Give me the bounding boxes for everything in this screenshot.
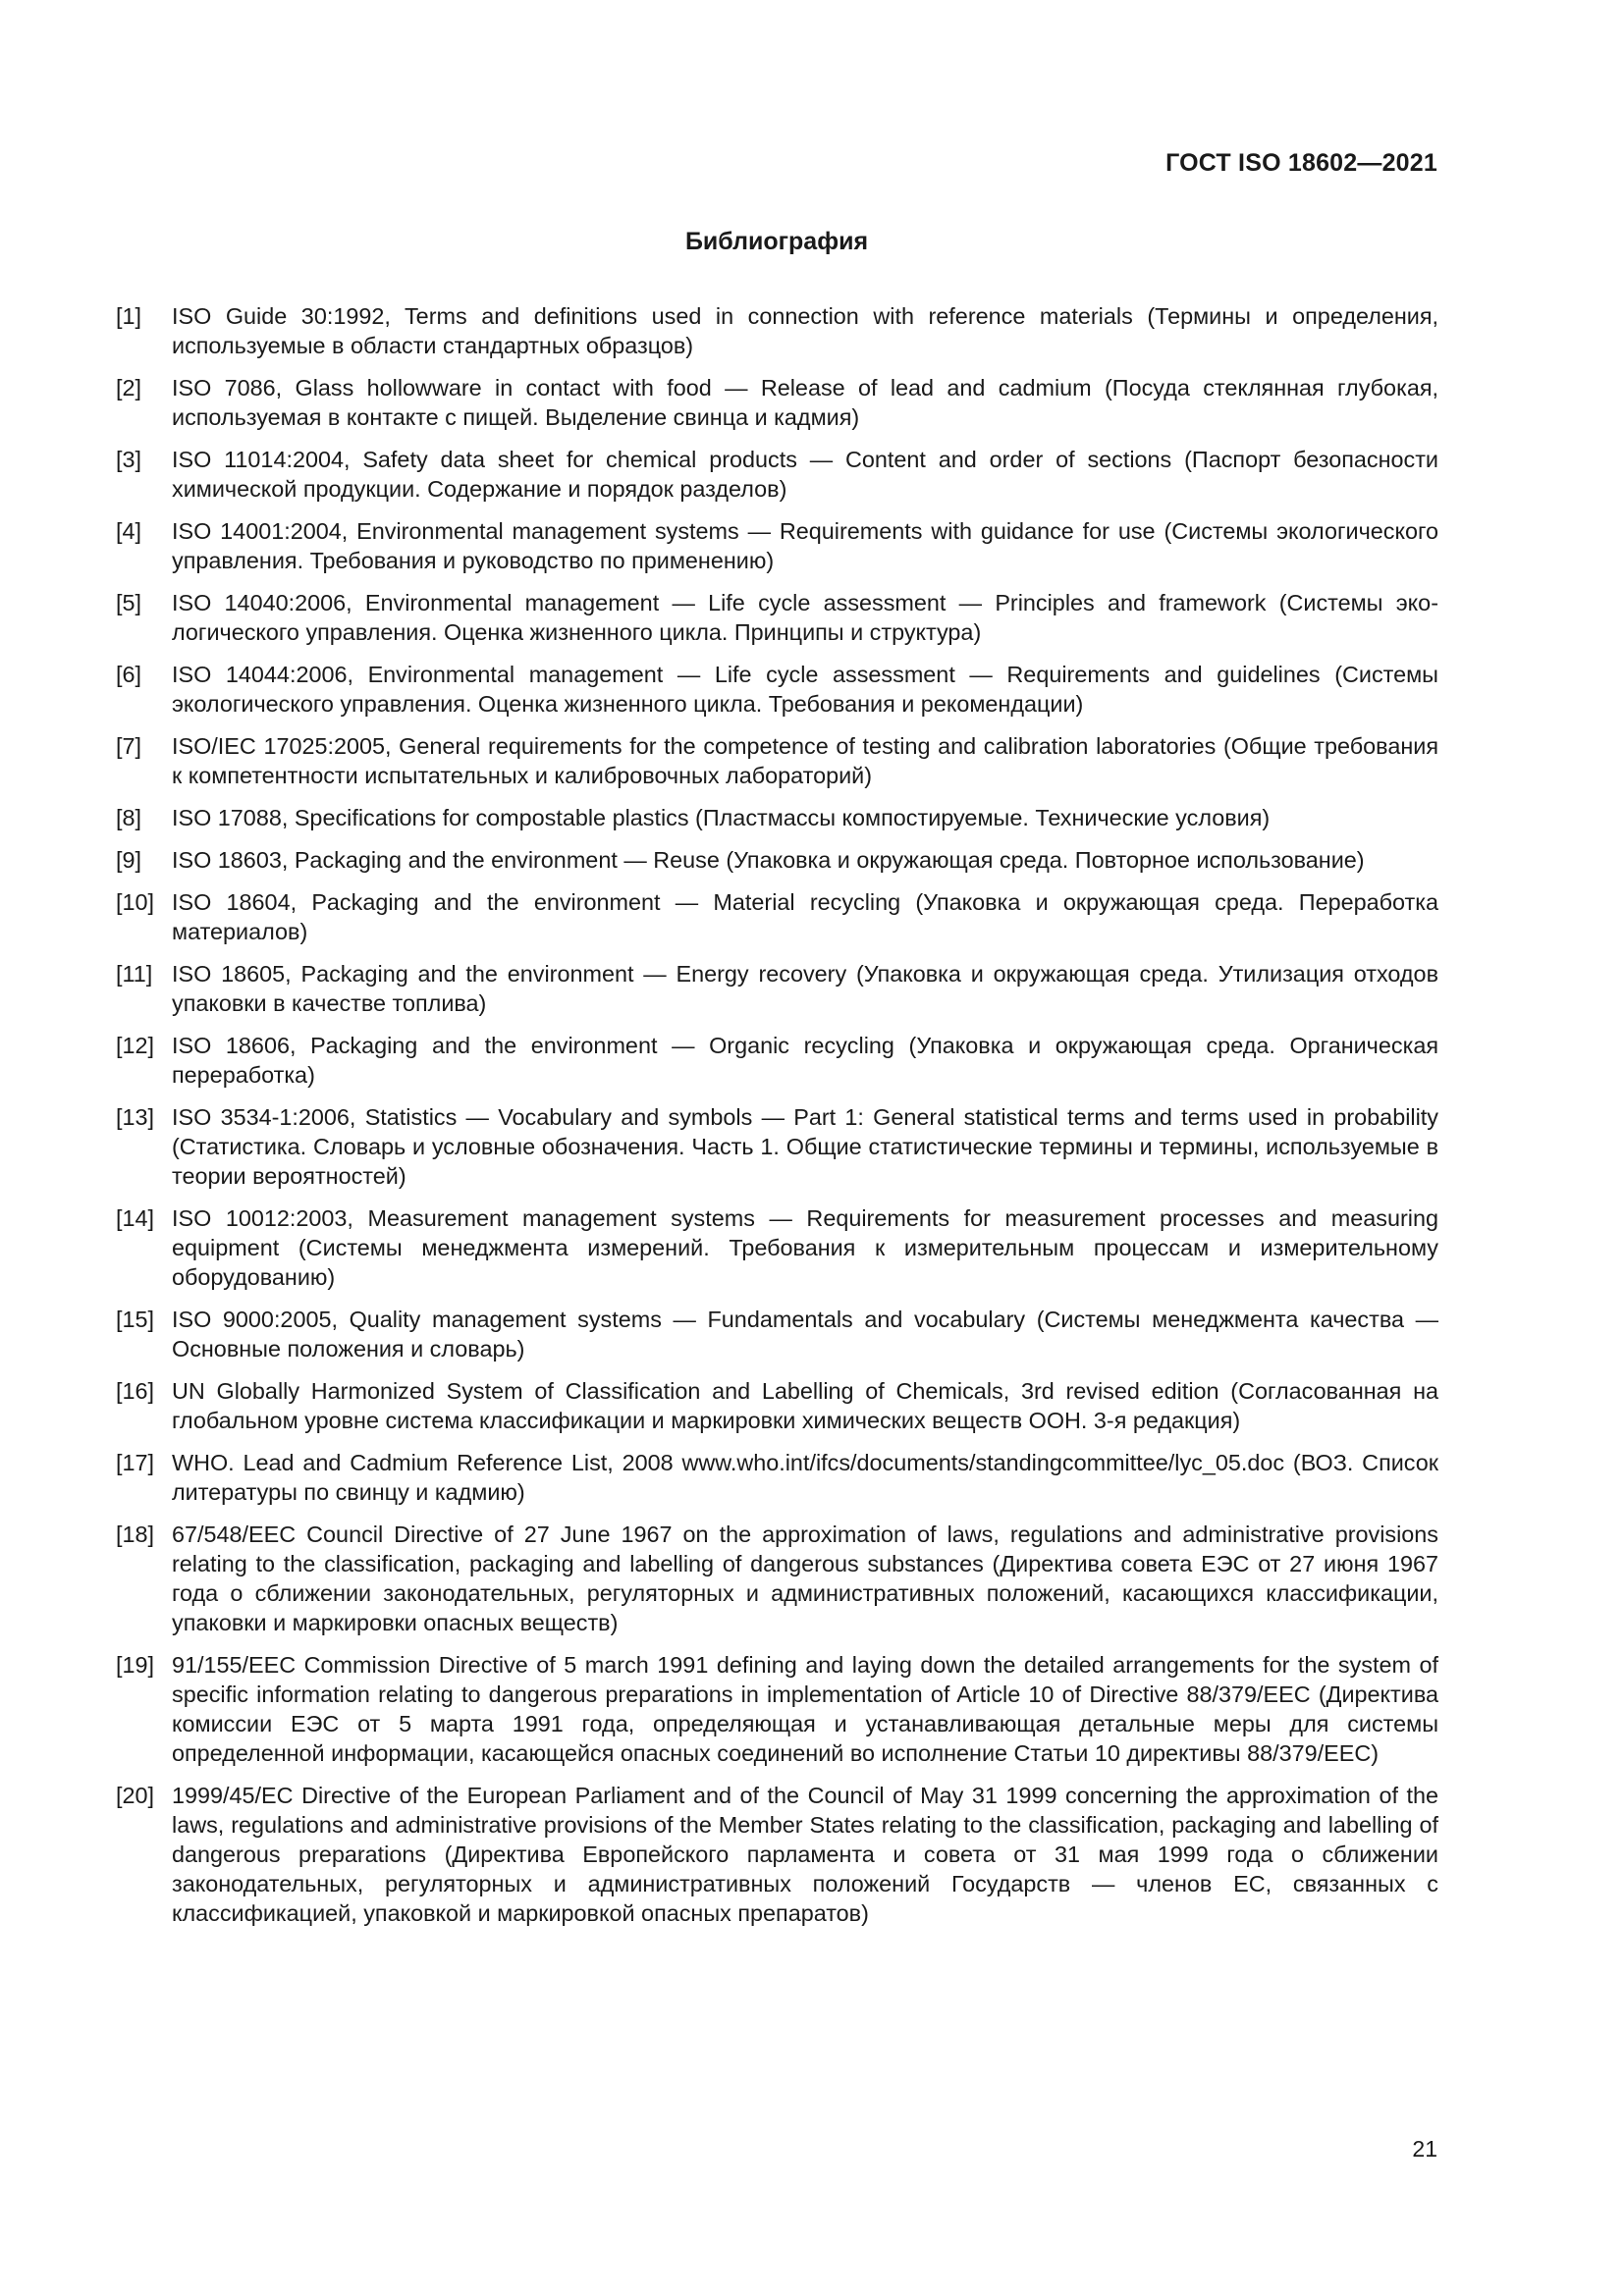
entry-text: ISO 18603, Packaging and the environment — Reuse (Упаковка и окружающая среда. Повторное использование) [172, 847, 1365, 873]
bibliography-entry [116, 1448, 1438, 1507]
entry-number: [5] [116, 590, 142, 615]
entry-text: ISO 14044:2006, Environmental management — Life cycle assessment — Requirements and guidelines (Системы экологического управления. Оценка жизненного цикла. Требования и рекомендации) [172, 662, 1438, 717]
entry-number: [20] [116, 1783, 155, 1808]
bibliography-entry [116, 803, 1438, 832]
bibliography-entry [116, 373, 1438, 432]
entry-text: WHO. Lead and Cadmium Reference List, 2008 www.who.int/ifcs/documents/standingcommittee/lyc_05.doc (ВОЗ. Список литературы по свинцу и кадмию) [172, 1450, 1438, 1505]
bibliography-entry [116, 1376, 1438, 1435]
bibliography-entry [116, 445, 1438, 504]
bibliography-entry [116, 1650, 1438, 1768]
bibliography-entry [116, 660, 1438, 719]
entry-number: [1] [116, 303, 142, 329]
entry-text: ISO 9000:2005, Quality management systems — Fundamentals and vocabulary (Системы менеджмента качества — Основные положения и словарь) [172, 1307, 1438, 1362]
document-header-id: ГОСТ ISO 18602—2021 [1165, 149, 1437, 177]
entry-text: ISO 3534-1:2006, Statistics — Vocabulary and symbols — Part 1: General statistical terms and terms used in probability (Статистика. Словарь и условные обозначения. Часть 1. Общие статистические термины и термины, используемые в теории вероятностей) [172, 1104, 1438, 1189]
entry-number: [16] [116, 1378, 155, 1404]
entry-text: ISO 14040:2006, Environmental management — Life cycle assessment — Principles and framework (Системы экологического управления. Оценка жизненного цикла. Принципы и структура) [172, 590, 1438, 645]
entry-number: [14] [116, 1205, 155, 1231]
entry-text: ISO 18604, Packaging and the environment — Material recycling (Упаковка и окружающая среда. Переработка материалов) [172, 889, 1438, 944]
entry-number: [9] [116, 847, 142, 873]
entry-text: ISO 7086, Glass hollowware in contact with food — Release of lead and cadmium (Посуда стеклянная глубокая, используемая в контакте с пищей. Выделение свинца и кадмия) [172, 375, 1438, 430]
entry-number: [15] [116, 1307, 155, 1332]
entry-text: ISO Guide 30:1992, Terms and definitions used in connection with reference materials (Термины и определения, используемые в области стандартных образцов) [172, 303, 1438, 358]
entry-text: ISO/IEC 17025:2005, General requirements for the competence of testing and calibration laboratories (Общие требования к компетентности испытательных и калибровочных лабораторий) [172, 733, 1438, 788]
bibliography-entry [116, 1520, 1438, 1637]
entry-number: [19] [116, 1652, 155, 1678]
entry-number: [2] [116, 375, 142, 400]
bibliography-entry [116, 301, 1438, 360]
bibliography-entry [116, 1305, 1438, 1363]
entry-number: [11] [116, 961, 153, 987]
bibliography-entry [116, 731, 1438, 790]
bibliography-title: Библиография [684, 228, 869, 255]
entry-text: 91/155/EEC Commission Directive of 5 march 1991 defining and laying down the detailed arrangements for the system of specific information relating to dangerous preparations in implementation of Article 10 of Directive 88/379/EEC (Директива комиссии ЕЭС от 5 марта 1991 года, определяющая и устанавливающая детальные меры для системы определенной информации, касающейся опасных соединений во исполнение Статьи 10 директивы 88/379/EEC) [172, 1652, 1438, 1766]
bibliography-entry [116, 1203, 1438, 1292]
entry-text: ISO 17088, Specifications for compostable plastics (Пластмассы компостируемые. Технические условия) [172, 805, 1271, 830]
entry-number: [7] [116, 733, 142, 759]
entry-text: ISO 18605, Packaging and the environment — Energy recovery (Упаковка и окружающая среда. Утилизация отходов упаковки в качестве топлива) [172, 961, 1438, 1016]
entry-text: UN Globally Harmonized System of Classification and Labelling of Chemicals, 3rd revised edition (Согласованная на глобальном уровне система классификации и маркировки химических веществ ООН. 3-я редакция) [172, 1378, 1438, 1433]
entry-number: [18] [116, 1522, 155, 1547]
entry-text: ISO 14001:2004, Environmental management systems — Requirements with guidance for use (Системы экологического управления. Требования и руководство по применению) [172, 518, 1438, 573]
bibliography-entry [116, 1031, 1438, 1090]
bibliography-entry [116, 516, 1438, 575]
entry-text: ISO 11014:2004, Safety data sheet for chemical products — Content and order of sections (Паспорт безопасности химической продукции. Содержание и порядок разделов) [172, 447, 1438, 502]
page-number: 21 [1412, 2136, 1437, 2162]
entry-text: 1999/45/EC Directive of the European Parliament and of the Council of May 31 1999 concerning the approximation of the laws, regulations and administrative provisions of the Member States relating to the classification, packaging and labelling of dangerous preparations (Директива Европейского парламента и совета от 31 мая 1999 года о сближении законодательных, регуляторных и административных положений Государств — членов ЕС, связанных с классификацией, упаковкой и маркировкой опасных препаратов) [172, 1783, 1438, 1926]
entry-text: 67/548/EEC Council Directive of 27 June 1967 on the approximation of laws, regulations and administrative provisions relating to the classification, packaging and labelling of dangerous substances (Директива совета ЕЭС от 27 июня 1967 года о сближении законодательных, регуляторных и административных положений, касающихся классификации, упаковки и маркировки опасных веществ) [172, 1522, 1438, 1635]
entry-number: [10] [116, 889, 155, 915]
bibliography-entry [116, 959, 1438, 1018]
entry-text: ISO 10012:2003, Measurement management systems — Requirements for measurement processes and measuring equipment (Системы менеджмента измерений. Требования к измерительным процессам и измерительному оборудованию) [172, 1205, 1438, 1290]
entry-number: [6] [116, 662, 142, 687]
bibliography-entry [116, 588, 1438, 647]
bibliography-entry [116, 887, 1438, 946]
entry-number: [8] [116, 805, 142, 830]
entry-number: [4] [116, 518, 142, 544]
entry-number: [13] [116, 1104, 155, 1130]
bibliography-entry [116, 845, 1438, 875]
bibliography-list [116, 301, 1438, 1941]
bibliography-entry [116, 1781, 1438, 1928]
entry-number: [12] [116, 1033, 155, 1058]
bibliography-entry [116, 1102, 1438, 1191]
entry-number: [3] [116, 447, 142, 472]
entry-number: [17] [116, 1450, 155, 1475]
entry-text: ISO 18606, Packaging and the environment — Organic recycling (Упаковка и окружающая среда. Органическая переработка) [172, 1033, 1438, 1088]
